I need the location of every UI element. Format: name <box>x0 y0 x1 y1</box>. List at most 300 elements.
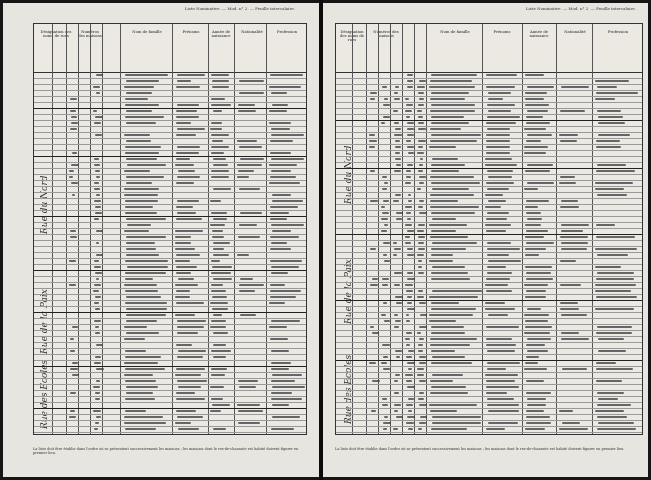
handwritten-entry <box>271 362 291 364</box>
handwritten-entry <box>95 308 101 310</box>
handwritten-entry <box>96 416 101 418</box>
handwritten-entry <box>94 218 99 220</box>
handwritten-entry <box>125 272 166 274</box>
handwritten-entry <box>176 302 204 304</box>
handwritten-entry <box>125 290 158 292</box>
handwritten-entry <box>71 182 78 184</box>
handwritten-entry <box>124 416 163 418</box>
handwritten-entry <box>430 236 469 238</box>
handwritten-entry <box>406 104 413 106</box>
handwritten-entry <box>69 176 73 178</box>
handwritten-entry <box>238 410 263 412</box>
handwritten-entry <box>405 206 412 208</box>
handwritten-entry <box>407 86 412 88</box>
handwritten-entry <box>418 428 422 430</box>
handwritten-entry <box>407 134 414 136</box>
handwritten-entry <box>270 248 291 250</box>
handwritten-entry <box>238 380 258 382</box>
handwritten-entry <box>596 146 620 148</box>
right-page <box>323 3 648 477</box>
handwritten-entry <box>431 308 476 310</box>
handwritten-entry <box>559 182 576 184</box>
handwritten-entry <box>93 86 99 88</box>
handwritten-entry <box>431 332 465 334</box>
handwritten-entry <box>431 350 455 352</box>
handwritten-entry <box>431 92 468 94</box>
handwritten-entry <box>125 380 155 382</box>
handwritten-entry <box>431 428 467 430</box>
handwritten-entry <box>72 326 78 328</box>
handwritten-entry <box>394 380 398 382</box>
handwritten-entry <box>269 326 287 328</box>
handwritten-entry <box>417 368 424 370</box>
handwritten-entry <box>240 314 256 316</box>
handwritten-entry <box>175 242 191 244</box>
handwritten-entry <box>598 350 626 352</box>
handwritten-entry <box>176 122 191 124</box>
handwritten-entry <box>125 146 162 148</box>
handwritten-entry <box>417 230 424 232</box>
handwritten-entry <box>526 410 543 412</box>
handwritten-entry <box>486 380 515 382</box>
handwritten-entry <box>395 152 400 154</box>
handwritten-entry <box>95 326 99 328</box>
handwritten-entry <box>418 344 424 346</box>
handwritten-entry <box>396 212 404 214</box>
handwritten-entry <box>126 242 155 244</box>
handwritten-entry <box>382 278 389 280</box>
handwritten-entry <box>212 404 230 406</box>
handwritten-entry <box>177 326 204 328</box>
running-head: Liste Nominative. — Mod. n° 2. — Feuille intercalaire. <box>184 6 295 11</box>
handwritten-entry <box>417 332 421 334</box>
handwritten-entry <box>431 212 475 214</box>
handwritten-entry <box>408 350 414 352</box>
handwritten-entry <box>177 320 206 322</box>
handwritten-entry <box>394 98 400 100</box>
handwritten-entry <box>212 80 228 82</box>
handwritten-entry <box>597 254 629 256</box>
header-family-name: Nom de famille <box>132 30 162 34</box>
handwritten-entry <box>596 92 638 94</box>
household-separator <box>336 360 642 361</box>
handwritten-entry <box>395 194 401 196</box>
handwritten-entry <box>405 284 413 286</box>
handwritten-entry <box>394 284 400 286</box>
handwritten-entry <box>95 170 101 172</box>
handwritten-entry <box>486 338 512 340</box>
handwritten-entry <box>486 392 507 394</box>
handwritten-entry <box>95 272 102 274</box>
handwritten-entry <box>432 356 465 358</box>
handwritten-entry <box>126 140 151 142</box>
handwritten-entry <box>430 380 453 382</box>
handwritten-entry <box>124 230 149 232</box>
handwritten-entry <box>94 260 99 262</box>
handwritten-entry <box>269 110 287 112</box>
handwritten-entry <box>69 260 76 262</box>
handwritten-entry <box>407 248 412 250</box>
handwritten-entry <box>417 296 424 298</box>
handwritten-entry <box>488 200 507 202</box>
handwritten-entry <box>393 200 398 202</box>
handwritten-entry <box>94 320 101 322</box>
handwritten-entry <box>176 398 206 400</box>
handwritten-entry <box>176 218 203 220</box>
handwritten-entry <box>408 368 412 370</box>
handwritten-entry <box>394 248 402 250</box>
header-nationality: Nationalité <box>241 30 263 34</box>
handwritten-entry <box>126 392 153 394</box>
handwritten-entry <box>596 368 634 370</box>
handwritten-entry <box>384 182 388 184</box>
handwritten-entry <box>271 272 287 274</box>
handwritten-entry <box>526 416 550 418</box>
handwritten-entry <box>598 122 625 124</box>
header-first-names: Prénoms <box>182 30 200 34</box>
handwritten-entry <box>430 110 475 112</box>
handwritten-entry <box>177 380 206 382</box>
handwritten-entry <box>596 380 622 382</box>
handwritten-entry <box>175 296 190 298</box>
handwritten-entry <box>525 74 543 76</box>
handwritten-entry <box>598 338 624 340</box>
handwritten-entry <box>525 428 545 430</box>
handwritten-entry <box>71 122 78 124</box>
handwritten-entry <box>176 368 205 370</box>
handwritten-entry <box>211 134 229 136</box>
handwritten-entry <box>210 326 226 328</box>
handwritten-entry <box>430 344 470 346</box>
handwritten-entry <box>211 350 231 352</box>
handwritten-entry <box>432 242 477 244</box>
handwritten-entry <box>407 308 415 310</box>
handwritten-entry <box>213 428 227 430</box>
handwritten-entry <box>431 182 480 184</box>
handwritten-entry <box>560 308 579 310</box>
handwritten-entry <box>94 284 101 286</box>
handwritten-entry <box>560 260 576 262</box>
handwritten-entry <box>418 248 425 250</box>
handwritten-entry <box>213 332 228 334</box>
handwritten-entry <box>488 110 511 112</box>
handwritten-entry <box>383 104 390 106</box>
handwritten-entry <box>270 212 289 214</box>
handwritten-entry <box>213 242 230 244</box>
handwritten-entry <box>525 206 538 208</box>
household-separator <box>336 300 642 301</box>
handwritten-entry <box>597 416 627 418</box>
handwritten-entry <box>126 158 157 160</box>
handwritten-entry <box>407 362 415 364</box>
handwritten-entry <box>561 224 589 226</box>
handwritten-entry <box>418 206 423 208</box>
handwritten-entry <box>270 296 296 298</box>
handwritten-entry <box>527 218 542 220</box>
handwritten-entry <box>210 302 228 304</box>
handwritten-entry <box>384 224 388 226</box>
handwritten-entry <box>395 320 402 322</box>
handwritten-entry <box>431 116 464 118</box>
handwritten-entry <box>239 188 260 190</box>
handwritten-entry <box>486 122 516 124</box>
handwritten-entry <box>383 368 391 370</box>
handwritten-entry <box>407 218 411 220</box>
handwritten-entry <box>126 314 166 316</box>
handwritten-entry <box>240 212 263 214</box>
handwritten-entry <box>487 398 513 400</box>
handwritten-entry <box>597 428 635 430</box>
handwritten-entry <box>371 410 376 412</box>
handwritten-entry <box>486 344 516 346</box>
handwritten-entry <box>178 386 201 388</box>
handwritten-entry <box>176 134 196 136</box>
handwritten-entry <box>419 164 423 166</box>
handwritten-entry <box>95 398 99 400</box>
handwritten-entry <box>95 134 102 136</box>
handwritten-entry <box>175 284 198 286</box>
handwritten-entry <box>394 122 399 124</box>
handwritten-entry <box>213 356 227 358</box>
handwritten-entry <box>596 278 633 280</box>
handwritten-entry <box>93 290 99 292</box>
handwritten-entry <box>429 86 475 88</box>
handwritten-entry <box>70 236 77 238</box>
handwritten-entry <box>396 164 401 166</box>
handwritten-entry <box>559 134 578 136</box>
handwritten-entry <box>212 140 223 142</box>
handwritten-entry <box>408 428 414 430</box>
handwritten-entry <box>407 254 414 256</box>
handwritten-entry <box>487 212 509 214</box>
handwritten-entry <box>417 152 424 154</box>
handwritten-entry <box>213 278 232 280</box>
handwritten-entry <box>487 350 516 352</box>
handwritten-entry <box>70 98 77 100</box>
handwritten-entry <box>176 206 193 208</box>
running-head: Liste Nominative. — Mod. n° 2. — Feuille intercalaire. <box>525 6 636 11</box>
handwritten-entry <box>383 428 387 430</box>
handwritten-entry <box>176 254 200 256</box>
handwritten-entry <box>407 386 415 388</box>
header-street: Désignation des noms de rues <box>340 30 364 42</box>
household-separator <box>34 216 306 217</box>
handwritten-entry <box>430 80 472 82</box>
handwritten-entry <box>175 236 191 238</box>
handwritten-entry <box>562 368 587 370</box>
handwritten-entry <box>126 254 159 256</box>
handwritten-entry <box>487 242 511 244</box>
handwritten-entry <box>525 266 552 268</box>
handwritten-entry <box>486 386 519 388</box>
handwritten-entry <box>126 236 166 238</box>
handwritten-entry <box>370 326 374 328</box>
handwritten-entry <box>177 356 203 358</box>
handwritten-entry <box>431 122 469 124</box>
handwritten-entry <box>487 404 519 406</box>
household-separator <box>34 270 306 271</box>
handwritten-entry <box>369 362 376 364</box>
handwritten-entry <box>96 74 103 76</box>
handwritten-entry <box>213 248 224 250</box>
handwritten-entry <box>406 290 414 292</box>
handwritten-entry <box>560 176 575 178</box>
census-table <box>33 23 307 435</box>
handwritten-entry <box>211 74 230 76</box>
handwritten-entry <box>394 134 402 136</box>
handwritten-entry <box>125 206 153 208</box>
handwritten-entry <box>430 194 474 196</box>
handwritten-entry <box>213 158 226 160</box>
handwritten-entry <box>560 110 585 112</box>
handwritten-entry <box>418 146 423 148</box>
handwritten-entry <box>237 254 249 256</box>
handwritten-entry <box>595 266 620 268</box>
handwritten-entry <box>526 116 543 118</box>
handwritten-entry <box>429 314 472 316</box>
handwritten-entry <box>431 170 459 172</box>
handwritten-entry <box>176 110 197 112</box>
handwritten-entry <box>211 146 228 148</box>
handwritten-entry <box>124 338 145 340</box>
handwritten-entry <box>125 104 159 106</box>
handwritten-entry <box>177 176 200 178</box>
handwritten-entry <box>270 284 286 286</box>
handwritten-entry <box>95 212 102 214</box>
handwritten-entry <box>527 398 546 400</box>
handwritten-entry <box>125 410 146 412</box>
handwritten-entry <box>270 152 291 154</box>
handwritten-entry <box>384 98 388 100</box>
handwritten-entry <box>126 386 157 388</box>
handwritten-entry <box>124 284 157 286</box>
table-header <box>336 24 642 73</box>
handwritten-entry <box>419 302 426 304</box>
handwritten-entry <box>124 362 158 364</box>
handwritten-entry <box>239 224 256 226</box>
handwritten-entry <box>211 272 230 274</box>
handwritten-entry <box>269 122 291 124</box>
handwritten-entry <box>95 332 100 334</box>
handwritten-entry <box>211 212 227 214</box>
handwritten-entry <box>125 302 166 304</box>
handwritten-entry <box>526 230 548 232</box>
street-label-1: Rue du Nord <box>40 175 50 234</box>
handwritten-entry <box>596 296 636 298</box>
handwritten-entry <box>408 410 412 412</box>
handwritten-entry <box>213 254 230 256</box>
handwritten-entry <box>212 86 229 88</box>
handwritten-entry <box>394 392 399 394</box>
handwritten-entry <box>213 188 231 190</box>
handwritten-entry <box>382 86 387 88</box>
handwritten-entry <box>211 122 221 124</box>
handwritten-entry <box>485 164 517 166</box>
handwritten-entry <box>212 236 224 238</box>
handwritten-entry <box>177 104 199 106</box>
handwritten-entry <box>560 302 578 304</box>
handwritten-entry <box>431 278 470 280</box>
handwritten-entry <box>94 158 99 160</box>
handwritten-entry <box>406 320 410 322</box>
handwritten-entry <box>175 164 194 166</box>
handwritten-entry <box>406 212 412 214</box>
handwritten-entry <box>212 266 232 268</box>
handwritten-entry <box>407 128 414 130</box>
handwritten-entry <box>95 206 100 208</box>
handwritten-entry <box>126 92 152 94</box>
handwritten-entry <box>125 368 164 370</box>
handwritten-entry <box>525 296 545 298</box>
household-separator <box>34 108 306 109</box>
handwritten-entry <box>526 392 551 394</box>
handwritten-entry <box>394 404 401 406</box>
handwritten-entry <box>525 326 552 328</box>
handwritten-entry <box>382 176 386 178</box>
handwritten-entry <box>485 302 505 304</box>
handwritten-entry <box>560 140 577 142</box>
handwritten-entry <box>525 320 548 322</box>
handwritten-entry <box>430 338 477 340</box>
handwritten-entry <box>240 278 254 280</box>
handwritten-entry <box>596 170 635 172</box>
handwritten-entry <box>96 380 101 382</box>
handwritten-entry <box>270 338 288 340</box>
handwritten-entry <box>407 230 414 232</box>
handwritten-entry <box>527 182 554 184</box>
handwritten-entry <box>239 290 255 292</box>
handwritten-entry <box>432 266 466 268</box>
handwritten-entry <box>561 200 578 202</box>
handwritten-entry <box>526 212 540 214</box>
handwritten-entry <box>431 386 466 388</box>
header-house-number: Numéros des maisons <box>78 30 102 38</box>
handwritten-entry <box>124 422 166 424</box>
handwritten-entry <box>419 422 426 424</box>
handwritten-entry <box>407 272 414 274</box>
household-separator <box>336 168 642 169</box>
handwritten-entry <box>269 86 301 88</box>
handwritten-entry <box>485 158 511 160</box>
handwritten-entry <box>177 128 205 130</box>
handwritten-entry <box>270 218 287 220</box>
handwritten-entry <box>407 80 413 82</box>
handwritten-entry <box>94 164 100 166</box>
handwritten-entry <box>597 110 621 112</box>
handwritten-entry <box>382 344 389 346</box>
handwritten-entry <box>395 128 401 130</box>
handwritten-entry <box>526 356 539 358</box>
handwritten-entry <box>596 362 616 364</box>
handwritten-entry <box>418 140 426 142</box>
handwritten-entry <box>487 254 509 256</box>
handwritten-entry <box>126 296 160 298</box>
handwritten-entry <box>393 428 398 430</box>
handwritten-entry <box>418 92 424 94</box>
handwritten-entry <box>176 152 200 154</box>
handwritten-entry <box>419 380 426 382</box>
handwritten-entry <box>486 428 504 430</box>
handwritten-entry <box>407 278 415 280</box>
handwritten-entry <box>526 422 551 424</box>
handwritten-entry <box>431 74 477 76</box>
handwritten-entry <box>372 332 380 334</box>
handwritten-entry <box>125 152 159 154</box>
handwritten-entry <box>237 140 256 142</box>
handwritten-entry <box>384 260 390 262</box>
handwritten-entry <box>486 182 514 184</box>
handwritten-entry <box>383 422 391 424</box>
